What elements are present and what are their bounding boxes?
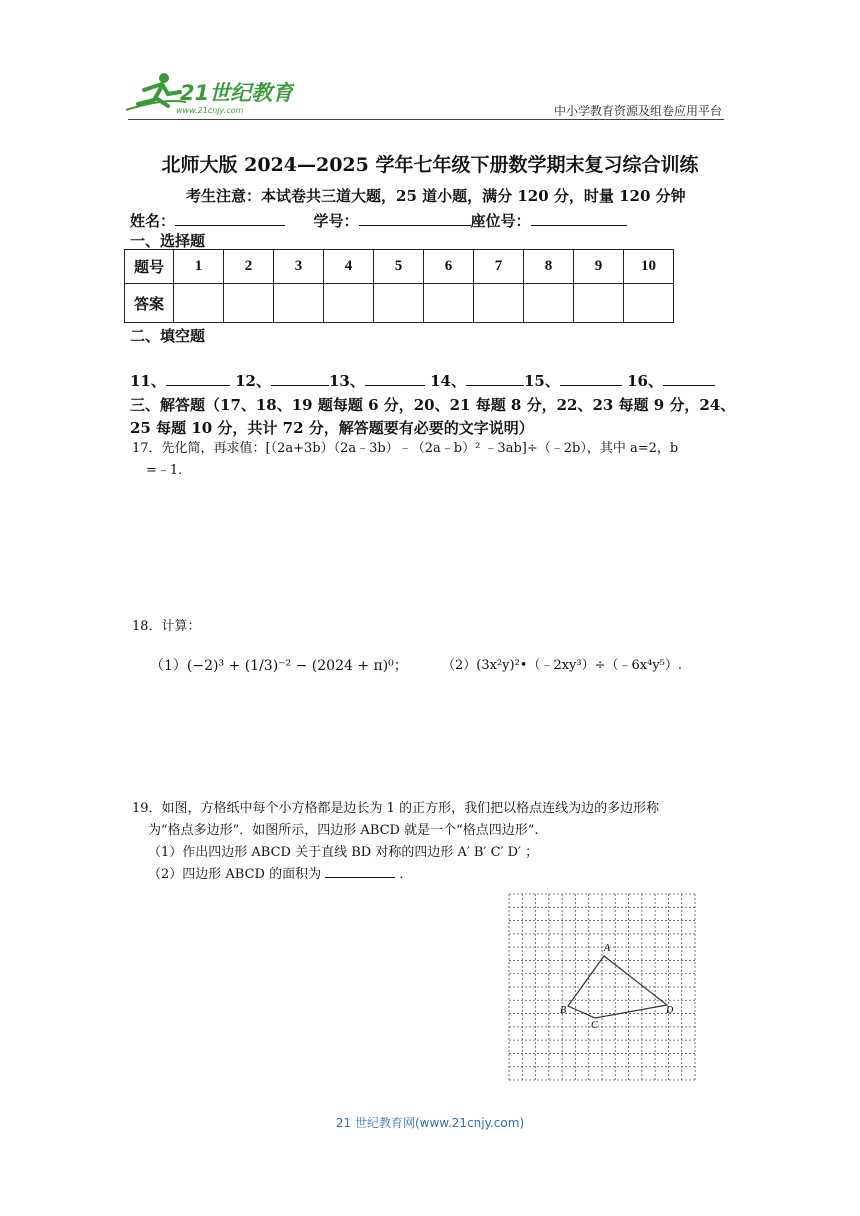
question-number: 8 bbox=[524, 250, 574, 284]
question-number: 7 bbox=[474, 250, 524, 284]
answer-cell[interactable] bbox=[424, 284, 474, 323]
header-divider bbox=[128, 119, 724, 120]
answer-cell[interactable] bbox=[174, 284, 224, 323]
answer-cell[interactable] bbox=[374, 284, 424, 323]
question-number-header: 题号 bbox=[125, 250, 174, 284]
q19-line1: 19．如图，方格纸中每个小方格都是边长为 1 的正方形，我们把以格点连线为边的多边形称 bbox=[132, 801, 660, 816]
fill-blank[interactable] bbox=[166, 371, 230, 386]
fill-item-label: 15、 bbox=[523, 372, 560, 390]
site-logo bbox=[124, 72, 294, 118]
question-number: 6 bbox=[424, 250, 474, 284]
q18-part2: （2）(3x²y)²•（﹣2xy³）÷（﹣6x⁴y⁵）. bbox=[442, 658, 683, 673]
q19-part2-end: ． bbox=[399, 867, 413, 882]
question-19 bbox=[132, 798, 752, 886]
student-info-line bbox=[130, 210, 627, 231]
section-choice-heading: 一、选择题 bbox=[130, 232, 206, 250]
fill-blank-line bbox=[130, 370, 715, 391]
name-blank[interactable] bbox=[175, 210, 285, 226]
answer-cell[interactable] bbox=[474, 284, 524, 323]
vertex-label-d: D bbox=[666, 1005, 674, 1016]
fill-blank[interactable] bbox=[365, 371, 425, 386]
question-number: 3 bbox=[274, 250, 324, 284]
q17-line1: 17．先化简，再求值：[（2a+3b）（2a﹣3b）﹣（2a﹣b）² ﹣3ab]÷（﹣2b），其中 a=2，b bbox=[132, 441, 679, 456]
footer-link[interactable]: 21 世纪教育网(www.21cnjy.com) bbox=[335, 1116, 525, 1130]
vertex-label-b: B bbox=[560, 1005, 567, 1016]
grid-figure bbox=[507, 892, 697, 1082]
question-number: 4 bbox=[324, 250, 374, 284]
q19-part2: （2）四边形 ABCD 的面积为 bbox=[148, 867, 322, 882]
exam-title: 北师大版 2024—2025 学年七年级下册数学期末复习综合训练 bbox=[161, 154, 699, 176]
section-solve-heading: 三、解答题（17、18、19 题每题 6 分，20、21 每题 8 分，22、23 每题 9 分，24、25 每题 10 分，共计 72 分，解答题要有必要的文字说明） bbox=[130, 396, 736, 437]
seat-blank[interactable] bbox=[531, 210, 627, 226]
section-fill-heading: 二、填空题 bbox=[130, 327, 206, 345]
question-17 bbox=[132, 438, 732, 482]
vertex-label-c: C bbox=[591, 1020, 598, 1031]
answer-cell[interactable] bbox=[224, 284, 274, 323]
q17-line2: =﹣1. bbox=[146, 463, 183, 478]
fill-item-label: 11、 bbox=[130, 372, 166, 390]
answer-cell[interactable] bbox=[524, 284, 574, 323]
logo-text: 21世纪教育 bbox=[180, 81, 294, 105]
question-number: 1 bbox=[174, 250, 224, 284]
logo-url: www.21cnjy.com bbox=[176, 106, 244, 115]
q18-label: 18．计算： bbox=[132, 619, 201, 634]
fill-blank[interactable] bbox=[663, 371, 715, 386]
name-label: 姓名： bbox=[130, 212, 176, 230]
answer-cell[interactable] bbox=[274, 284, 324, 323]
answer-header: 答案 bbox=[125, 284, 174, 323]
vertex-label-a: A bbox=[604, 943, 611, 954]
fill-item-label: 12、 bbox=[235, 372, 271, 390]
fill-blank[interactable] bbox=[560, 371, 622, 386]
platform-label: 中小学教育资源及组卷应用平台 bbox=[553, 104, 722, 118]
question-number: 5 bbox=[374, 250, 424, 284]
answer-cell[interactable] bbox=[324, 284, 374, 323]
fill-item-label: 14、 bbox=[430, 372, 466, 390]
fill-blank[interactable] bbox=[466, 371, 524, 386]
area-blank[interactable] bbox=[325, 865, 395, 878]
question-number: 10 bbox=[624, 250, 674, 284]
question-number: 9 bbox=[574, 250, 624, 284]
q19-part2-line bbox=[132, 864, 752, 886]
fill-blank[interactable] bbox=[271, 371, 329, 386]
q19-line2: 为“格点多边形”．如图所示，四边形 ABCD 就是一个“格点四边形”. bbox=[148, 823, 539, 838]
fill-item-label: 13、 bbox=[328, 372, 365, 390]
seat-label: 座位号： bbox=[470, 212, 531, 230]
answer-cell[interactable] bbox=[574, 284, 624, 323]
id-blank[interactable] bbox=[359, 210, 471, 226]
q19-part1: （1）作出四边形 ABCD 关于直线 BD 对称的四边形 A′ B′ C′ D′ ； bbox=[148, 845, 539, 860]
exam-notice: 考生注意：本试卷共三道大题，25 道小题，满分 120 分，时量 120 分钟 bbox=[186, 187, 686, 205]
answer-cell[interactable] bbox=[624, 284, 674, 323]
id-label: 学号： bbox=[313, 212, 359, 230]
q18-part1: （1）(−2)³ + (1/3)⁻² − (2024 + π)⁰； bbox=[150, 658, 408, 674]
fill-item-label: 16、 bbox=[627, 372, 663, 390]
answer-table bbox=[124, 249, 674, 323]
question-number: 2 bbox=[224, 250, 274, 284]
